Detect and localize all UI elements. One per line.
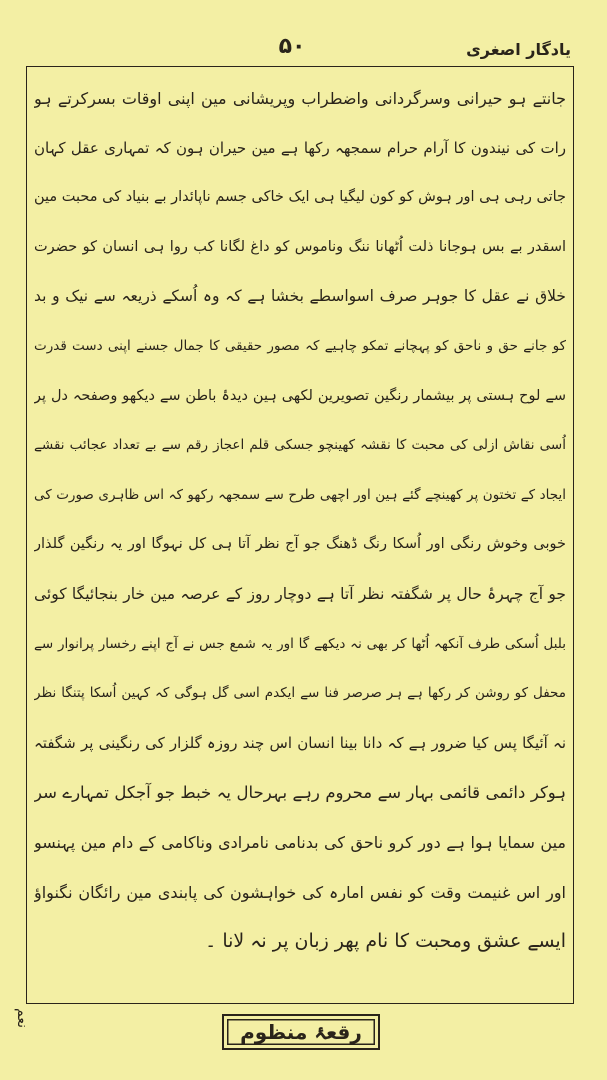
section-title-box xyxy=(222,1014,380,1050)
text-line: ایجاد کے تختون پر کھینچے گئے ہین اور اچھی طرح سے سمجھہ رکھو کہ اس ظاہری صورت کی xyxy=(34,486,566,503)
body-text xyxy=(34,74,566,967)
page-number: ۵۰ xyxy=(278,34,306,59)
text-line: جاتی رہی ہی اور ہوش کو کون لیگیا ہی ایک خاکی جسم ناپائدار بے بنیاد کی محبت مین xyxy=(34,189,566,206)
text-line: ہوکر دائمی قائمی بہار سے محروم رہے بہرحال یہ خبط جو آجکل تمہارے سر xyxy=(34,783,566,803)
text-line: خوبی وخوش رنگی اور اُسکا رنگ ڈھنگ جو آج نظر آتا ہی کل نہوگا اور یہ رنگین گلذار xyxy=(34,536,566,553)
text-line: بلبل اُسکی طرف آنکھہ اُٹھا کر بھی نہ دیکھے گا اور یہ شمع جس نے آج اپنے رخسار پرانوار سے xyxy=(34,635,566,652)
text-line: اُسی نقاش ازلی کی محبت کا نقشہ کھینچو جسکی قلم اعجاز رقم سے بے تعداد عجائب نقشے xyxy=(34,437,566,454)
text-line: محفل کو روشن کر رکھا ہے ہر صرصر فنا سے ایکدم اسی گل ہوگی کہ کہین اُسکا پتنگا نظر xyxy=(34,685,566,702)
section-title: رقعۂ منظوم xyxy=(240,1020,362,1044)
text-line: خلاق نے عقل کا جوہر صرف اسواسطے بخشا ہے کہ وہ اُسکے ذریعہ سے نیک و بد xyxy=(34,287,566,306)
text-line: مین سمایا ہوا ہے دور کرو ناحق کی بدنامی نامرادی وناکامی کے دام مین پہنسو xyxy=(34,832,566,852)
text-line: جو آج چہرۂ حال پر شگفتہ نظر آتا ہے دوچار روز کے عرصہ مین خار بنجائیگا کوئی xyxy=(34,584,566,603)
text-line: جانتے ہو حیرانی وسرگردانی واضطراب وپریشانی مین اپنی اوقات بسرکرتے ہو xyxy=(34,89,566,108)
text-line: اور اس غنیمت وقت کو نفس امارہ کی خواہشون کی پابندی مین رائگان نگنواؤ xyxy=(34,882,566,902)
margin-note: نعم xyxy=(13,1008,30,1028)
text-line: سے لوح ہستی پر بیشمار رنگین تصویرین لکھی ہین دیدۂ باطن سے دیکھو وصفحہ دل پر xyxy=(34,387,566,404)
text-line: ایسے عشق ومحبت کا نام پھر زبان پر نہ لانا ۔ xyxy=(205,930,566,953)
running-head: یادگار اصغری xyxy=(466,40,571,59)
text-line: نہ آئیگا پس کیا ضرور ہے کہ دانا بینا انسان اس چند روزہ گلزار کی رنگینی پر شگفتہ xyxy=(34,733,566,752)
text-line: اسقدر بے بس ہوجانا ذلت اُٹھانا ننگ وناموس کو داغ لگانا کب روا ہی انسان کو حضرت xyxy=(34,238,566,255)
text-line: کو جانے حق و ناحق کو پہچانے تمکو چاہیے کہ مصور حقیقی کا جمال جسنے اپنی دست قدرت xyxy=(34,337,566,354)
text-line: رات کی نیندون کا آرام حرام سمجھہ رکھا ہے مین حیران ہون کہ تمہاری عقل کہان xyxy=(34,138,566,157)
